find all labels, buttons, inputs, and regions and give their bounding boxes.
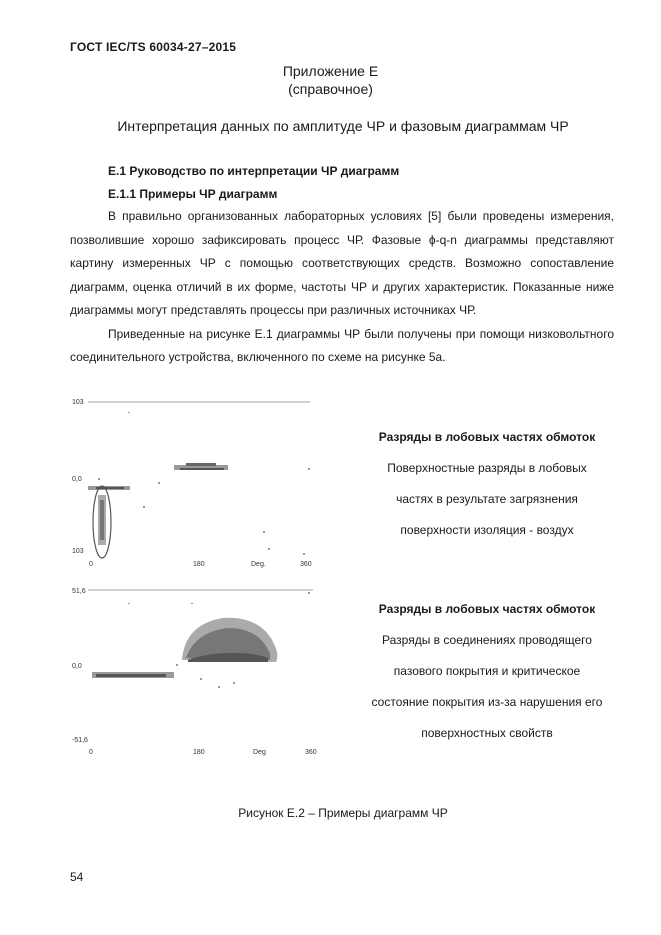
description-2-line-3: состояние покрытия из-за нарушения его [371, 695, 603, 709]
plot1-y-mid-label: 0,0 [72, 476, 82, 483]
standard-header: ГОСТ IEC/TS 60034-27–2015 [70, 40, 237, 54]
description-1-line-2: частях в результате загрязнения [396, 492, 578, 506]
body-text [70, 205, 614, 370]
plot2-y-mid-label: 0,0 [72, 663, 82, 670]
plot1-x-tick-0: 0 [89, 561, 93, 568]
plot2-x-tick-unit: Deg [253, 749, 266, 756]
description-2 [352, 594, 622, 749]
description-2-line-2: пазового покрытия и критическое [393, 664, 581, 678]
description-1-line-1: Поверхностные разряды в лобовых [387, 461, 587, 475]
plot2-pd-pattern [88, 586, 320, 751]
plot2-y-bottom-label: -51,6 [72, 737, 88, 744]
annex-line-2: (справочное) [288, 81, 373, 97]
plot2-negative-band-core [96, 674, 166, 677]
annex-line-1: Приложение Е [282, 63, 379, 79]
plot2-x-tick-0: 0 [89, 749, 93, 756]
paragraph-2: Приведенные на рисунке Е.1 диаграммы ЧР были получены при помощи низковольтного соединительного устройства, включенного по схеме на рисунке 5а. [70, 326, 614, 364]
description-1 [352, 422, 622, 546]
description-2-line-1: Разряды в соединениях проводящего [382, 633, 592, 647]
plot2-y-top-label: 51,6 [72, 588, 86, 595]
page-number: 54 [70, 870, 84, 884]
description-2-line-4: поверхностных свойств [421, 726, 553, 740]
plot2-x-tick-180: 180 [193, 749, 205, 756]
description-1-line-3: поверхности изоляция - воздух [400, 523, 574, 537]
plot1-x-tick-180: 180 [193, 561, 205, 568]
section-heading-e1: Е.1 Руководство по интерпретации ЧР диаграмм [108, 164, 400, 178]
plot1-negative-cluster [88, 486, 130, 545]
plot1-positive-cluster [174, 463, 228, 470]
paragraph-1: В правильно организованных лабораторных условиях [5] были проведены измерения, позволившие хорошо зафиксировать процесс ЧР. Фазовые ϕ-q-n диаграммы представляют картину измеренных ЧР с помощью соответствующих средств. Возможно сопоставление диаграмм, оценка отличий в их форме, частоты ЧР и других характеристик. Показанные ниже диаграммы могут представлять процессы при различных источниках ЧР. [70, 209, 614, 317]
section-heading-e11: Е.1.1 Примеры ЧР диаграмм [108, 187, 278, 201]
plot1-y-top-label: 103 [72, 399, 84, 406]
main-title: Интерпретация данных по амплитуде ЧР и фазовым диаграммам ЧР [117, 118, 569, 134]
description-1-title: Разряды в лобовых частях обмоток [378, 430, 596, 444]
plot1-x-tick-unit: Deg. [251, 561, 266, 568]
plot1-y-bottom-label: 103 [72, 548, 84, 555]
plot1-x-tick-360: 360 [300, 561, 312, 568]
description-2-title: Разряды в лобовых частях обмоток [378, 602, 596, 616]
plot2-x-tick-360: 360 [305, 749, 317, 756]
annex-title [0, 62, 661, 98]
plot1-scatter [98, 412, 310, 555]
plot1-pd-pattern [88, 398, 318, 563]
figure-caption: Рисунок Е.2 – Примеры диаграмм ЧР [238, 806, 448, 820]
